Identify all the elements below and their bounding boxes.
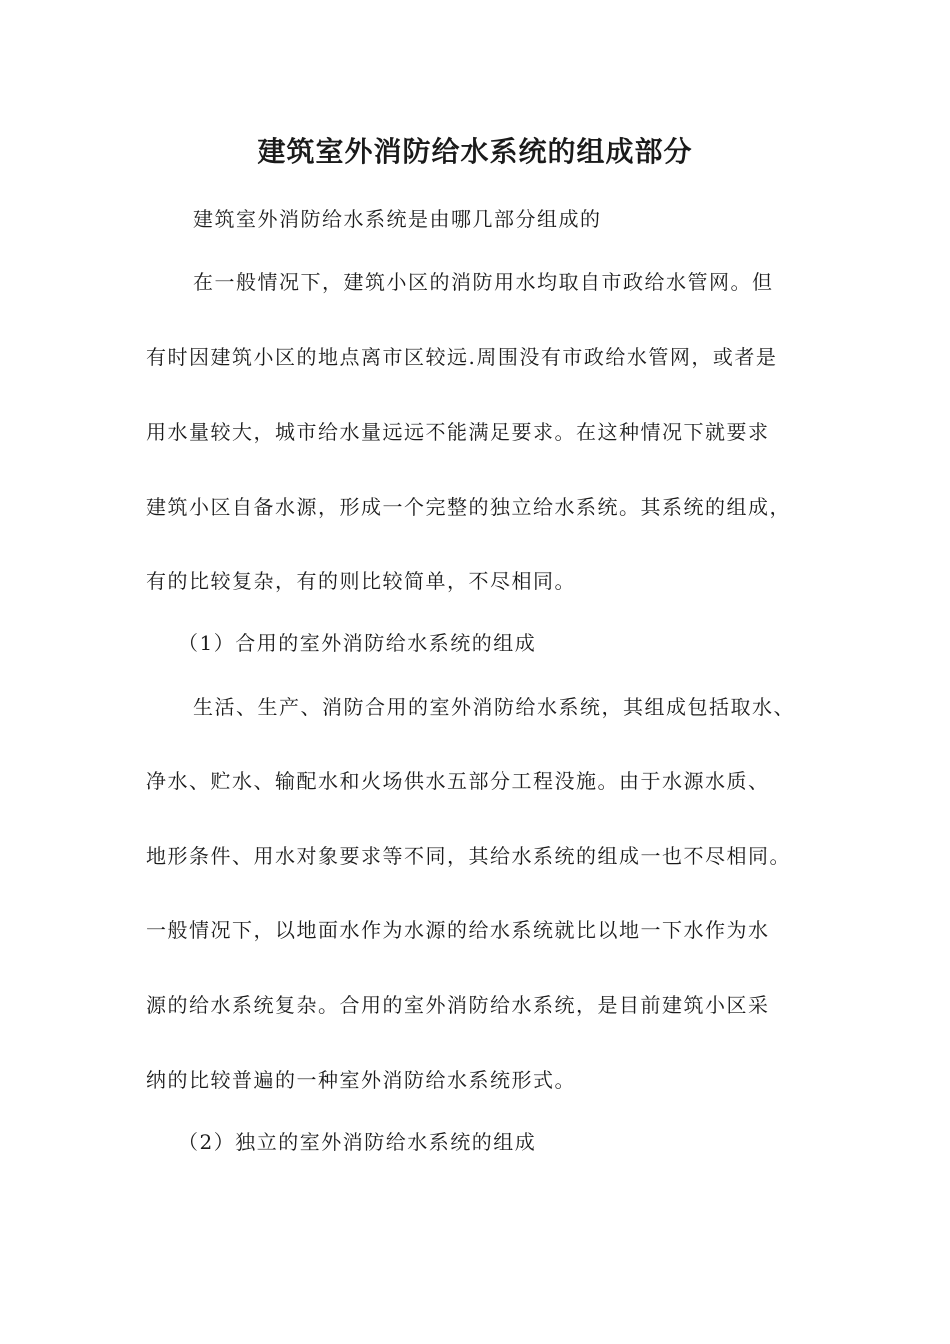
paragraph-line: 纳的比较普遍的一种室外消防给水系统形式。: [146, 1068, 576, 1092]
paragraph-line: 一般情况下，以地面水作为水源的给水系统就比以地一下水作为水: [146, 918, 770, 942]
paragraph-line: 用水量较大，城市给水量远远不能满足要求。在这种情况下就要求: [146, 420, 770, 444]
paragraph-line: 建筑室外消防给水系统是由哪几部分组成的: [193, 207, 602, 231]
section-heading: （2）独立的室外消防给水系统的组成: [178, 1130, 537, 1154]
paragraph-line: 有的比较复杂，有的则比较简单，不尽相同。: [146, 569, 576, 593]
paragraph-line: 在一般情况下，建筑小区的消防用水均取自市政给水管网。但: [193, 270, 774, 294]
paragraph-line: 净水、贮水、输配水和火场供水五部分工程没施。由于水源水质、: [146, 769, 770, 793]
paragraph-line: 源的给水系统复杂。合用的室外消防给水系统，是目前建筑小区采: [146, 993, 770, 1017]
paragraph-line: 生活、生产、消防合用的室外消防给水系统，其组成包括取水、: [193, 695, 795, 719]
paragraph-line: 地形条件、用水对象要求等不同，其给水系统的组成一也不尽相同。: [146, 844, 791, 868]
section-heading: （1）合用的室外消防给水系统的组成: [178, 631, 537, 655]
paragraph-line: 建筑小区自备水源，形成一个完整的独立给水系统。其系统的组成，: [146, 495, 791, 519]
document-title: 建筑室外消防给水系统的组成部分: [257, 135, 693, 168]
paragraph-line: 有时因建筑小区的地点离市区较远.周围没有市政给水管网，或者是: [146, 345, 778, 369]
